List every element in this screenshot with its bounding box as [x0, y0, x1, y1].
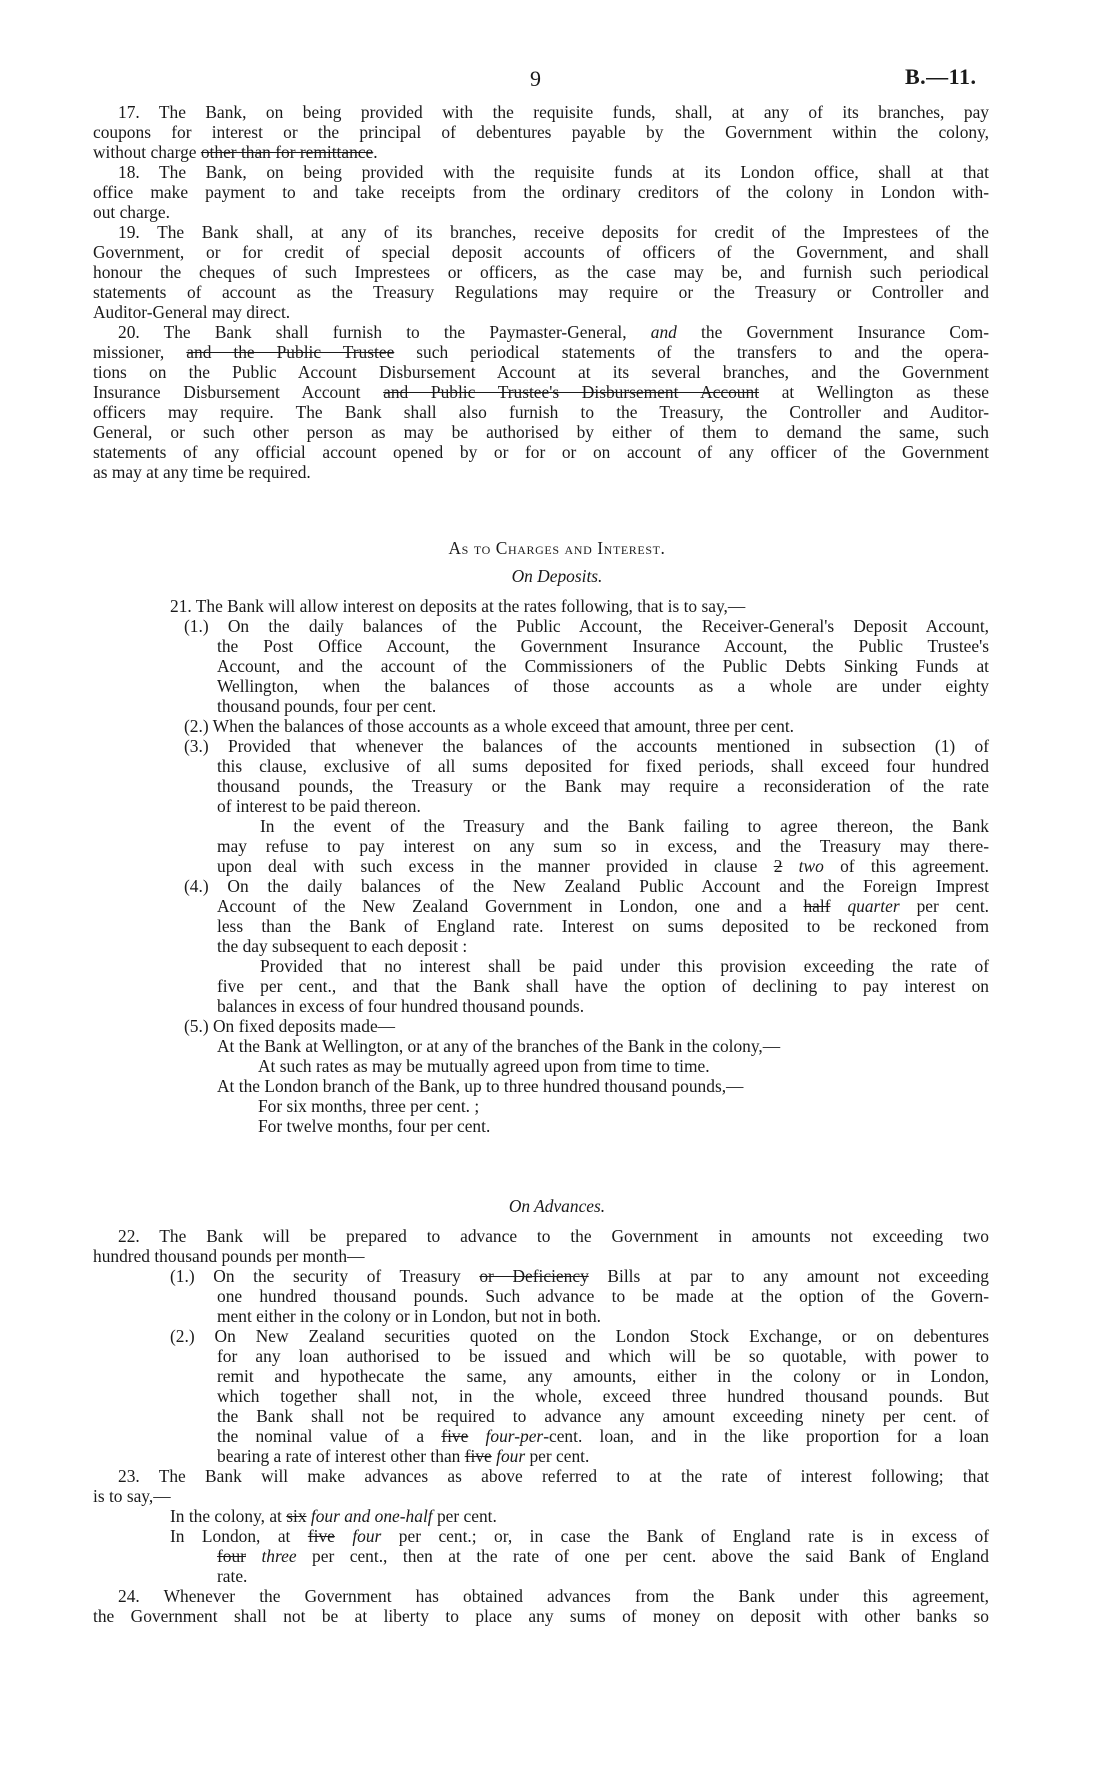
para-22-s2-line-3: remit and hypothecate the same, any amounts, either in the colony or in London, — [217, 1366, 989, 1386]
para-19-line-4: statements of account as the Treasury Regulations may require or the Treasury or Controller and — [93, 282, 989, 302]
para-21-s3-line-2: this clause, exclusive of all sums deposited for fixed periods, shall exceed four hundred — [217, 756, 989, 776]
struck-text: five — [307, 1526, 335, 1546]
para-21-s4-line-5: Provided that no interest shall be paid under this provision exceeding the rate of — [260, 956, 989, 976]
para-22-line-2: hundred thousand pounds per month— — [93, 1246, 365, 1266]
para-21-s4-line-4: the day subsequent to each deposit : — [217, 936, 468, 956]
para-20-line-7: statements of any official account opened by or for or on account of any officer of the Government — [93, 442, 989, 462]
para-21-s4-line-6: five per cent., and that the Bank shall have the option of declining to pay interest on — [217, 976, 989, 996]
struck-text: 2 — [773, 856, 783, 876]
section-title-advances: On Advances. — [508, 1196, 606, 1216]
para-21-s4-line-1: (4.) On the daily balances of the New Zealand Public Account and the Foreign Imprest — [184, 876, 989, 896]
para-21-s4-line-2: Account of the New Zealand Government in London, one and a half quarter per cent. — [217, 896, 990, 916]
para-21-intro: 21. The Bank will allow interest on deposits at the rates following, that is to say,— — [170, 596, 746, 616]
struck-text: half — [803, 896, 831, 916]
struck-text: other than for remittance — [200, 142, 374, 162]
para-21-s2-line-1: (2.) When the balances of those accounts as a whole exceed that amount, three per cent. — [184, 716, 795, 736]
struck-text: or Deficiency — [479, 1266, 589, 1286]
para-20-line-8: as may at any time be required. — [93, 462, 311, 482]
struck-text: five — [441, 1426, 469, 1446]
para-21-s3-line-5: In the event of the Treasury and the Bank failing to agree thereon, the Bank — [260, 816, 989, 836]
page-number: 9 — [530, 66, 541, 91]
para-21-s4-line-3: less than the Bank of England rate. Interest on sums deposited to be reckoned from — [217, 916, 989, 936]
para-21-s1-line-5: thousand pounds, four per cent. — [217, 696, 437, 716]
struck-text: and Public Trustee's Disbursement Account — [383, 382, 760, 402]
para-22-s2-line-4: which together shall not, in the whole, exceed three hundred thousand pounds. But — [217, 1386, 989, 1406]
para-21-s5-line-6: For twelve months, four per cent. — [258, 1116, 491, 1136]
para-17-line-1: 17. The Bank, on being provided with the requisite funds, shall, at any of its branches, pay — [118, 102, 989, 122]
para-21-s3-line-4: of interest to be paid thereon. — [217, 796, 421, 816]
para-23-line-3: In the colony, at six four and one-half per cent. — [170, 1506, 497, 1526]
para-22-s2-line-1: (2.) On New Zealand securities quoted on the London Stock Exchange, or on debentures — [170, 1326, 989, 1346]
document-reference: B.—11. — [905, 64, 977, 89]
section-title-deposits: On Deposits. — [511, 566, 603, 586]
para-22-s2-line-2: for any loan authorised to be issued and which will be so quotable, with power to — [217, 1346, 989, 1366]
para-21-s1-line-3: Account, and the account of the Commissioners of the Public Debts Sinking Funds at — [217, 656, 989, 676]
para-18-line-3: out charge. — [93, 202, 170, 222]
struck-text: four — [217, 1546, 246, 1566]
para-23-line-6: rate. — [217, 1566, 248, 1586]
para-23-line-4: In London, at five four per cent.; or, in case the Bank of England rate is in excess of — [170, 1526, 990, 1546]
para-17-line-3: without charge other than for remittance. — [93, 142, 378, 162]
para-20-line-2: missioner, and the Public Trustee such periodical statements of the transfers to and the opera- — [93, 342, 989, 362]
para-22-s2-line-6: the nominal value of a five four-per-cent. loan, and in the like proportion for a loan — [217, 1426, 989, 1446]
para-21-s5-line-1: (5.) On fixed deposits made— — [184, 1016, 396, 1036]
para-24-line-1: 24. Whenever the Government has obtained advances from the Bank under this agreement, — [118, 1586, 989, 1606]
para-22-s1-line-1: (1.) On the security of Treasury or Deficiency Bills at par to any amount not exceeding — [170, 1266, 989, 1286]
para-23-line-1: 23. The Bank will make advances as above referred to at the rate of interest following; that — [118, 1466, 989, 1486]
para-19-line-2: Government, or for credit of special deposit accounts of officers of the Government, and shall — [93, 242, 989, 262]
para-21-s3-line-1: (3.) Provided that whenever the balances of the accounts mentioned in subsection (1) of — [184, 736, 989, 756]
para-21-s4-line-7: balances in excess of four hundred thousand pounds. — [217, 996, 585, 1016]
para-19-line-3: honour the cheques of such Imprestees or officers, as the case may be, and furnish such periodical — [93, 262, 989, 282]
para-21-s1-line-4: Wellington, when the balances of those accounts as a whole are under eighty — [217, 676, 989, 696]
para-19-line-1: 19. The Bank shall, at any of its branches, receive deposits for credit of the Imprestees of the — [118, 222, 989, 242]
para-20-line-3: tions on the Public Account Disbursement Account at its several branches, and the Government — [93, 362, 989, 382]
struck-text: six — [286, 1506, 307, 1526]
para-21-s3-line-3: thousand pounds, the Treasury or the Bank may require a reconsideration of the rate — [217, 776, 989, 796]
para-21-s5-line-2: At the Bank at Wellington, or at any of the branches of the Bank in the colony,— — [217, 1036, 781, 1056]
para-21-s5-line-5: For six months, three per cent. ; — [258, 1096, 480, 1116]
para-19-line-5: Auditor-General may direct. — [93, 302, 291, 322]
para-20-line-5: officers may require. The Bank shall also furnish to the Treasury, the Controller and Auditor- — [93, 402, 989, 422]
para-21-s5-line-3: At such rates as may be mutually agreed upon from time to time. — [258, 1056, 710, 1076]
para-22-s2-line-7: bearing a rate of interest other than five four per cent. — [217, 1446, 590, 1466]
para-22-s1-line-2: one hundred thousand pounds. Such advance to be made at the option of the Govern- — [217, 1286, 989, 1306]
para-22-line-1: 22. The Bank will be prepared to advance to the Government in amounts not exceeding two — [118, 1226, 989, 1246]
para-17-line-2: coupons for interest or the principal of debentures payable by the Government within the colony, — [93, 122, 989, 142]
struck-text: five — [464, 1446, 492, 1466]
para-21-s3-line-7: upon deal with such excess in the manner provided in clause 2 two of this agreement. — [217, 856, 990, 876]
para-21-s1-line-2: the Post Office Account, the Government Insurance Account, the Public Trustee's — [217, 636, 989, 656]
struck-text: and the Public Trustee — [186, 342, 395, 362]
para-24-line-2: the Government shall not be at liberty to place any sums of money on deposit with other banks so — [93, 1606, 989, 1626]
section-title-charges: As to Charges and Interest. — [448, 538, 666, 558]
para-21-s5-line-4: At the London branch of the Bank, up to three hundred thousand pounds,— — [217, 1076, 744, 1096]
para-18-line-1: 18. The Bank, on being provided with the requisite funds at its London office, shall at that — [118, 162, 989, 182]
para-21-s3-line-6: may refuse to pay interest on any sum so in excess, and the Treasury may there- — [217, 836, 989, 856]
para-20-line-6: General, or such other person as may be authorised by either of them to demand the same, such — [93, 422, 989, 442]
para-18-line-2: office make payment to and take receipts from the ordinary creditors of the colony in London with- — [93, 182, 989, 202]
para-20-line-4: Insurance Disbursement Account and Public Trustee's Disbursement Account at Wellington as these — [93, 382, 989, 402]
para-22-s2-line-5: the Bank shall not be required to advance any amount exceeding ninety per cent. of — [217, 1406, 989, 1426]
para-23-line-5: four three per cent., then at the rate of one per cent. above the said Bank of England — [217, 1546, 989, 1566]
para-20-line-1: 20. The Bank shall furnish to the Paymaster-General, and the Government Insurance Com- — [118, 322, 989, 342]
para-23-line-2: is to say,— — [93, 1486, 171, 1506]
para-22-s1-line-3: ment either in the colony or in London, but not in both. — [217, 1306, 601, 1326]
para-21-s1-line-1: (1.) On the daily balances of the Public Account, the Receiver-General's Deposit Account, — [184, 616, 989, 636]
